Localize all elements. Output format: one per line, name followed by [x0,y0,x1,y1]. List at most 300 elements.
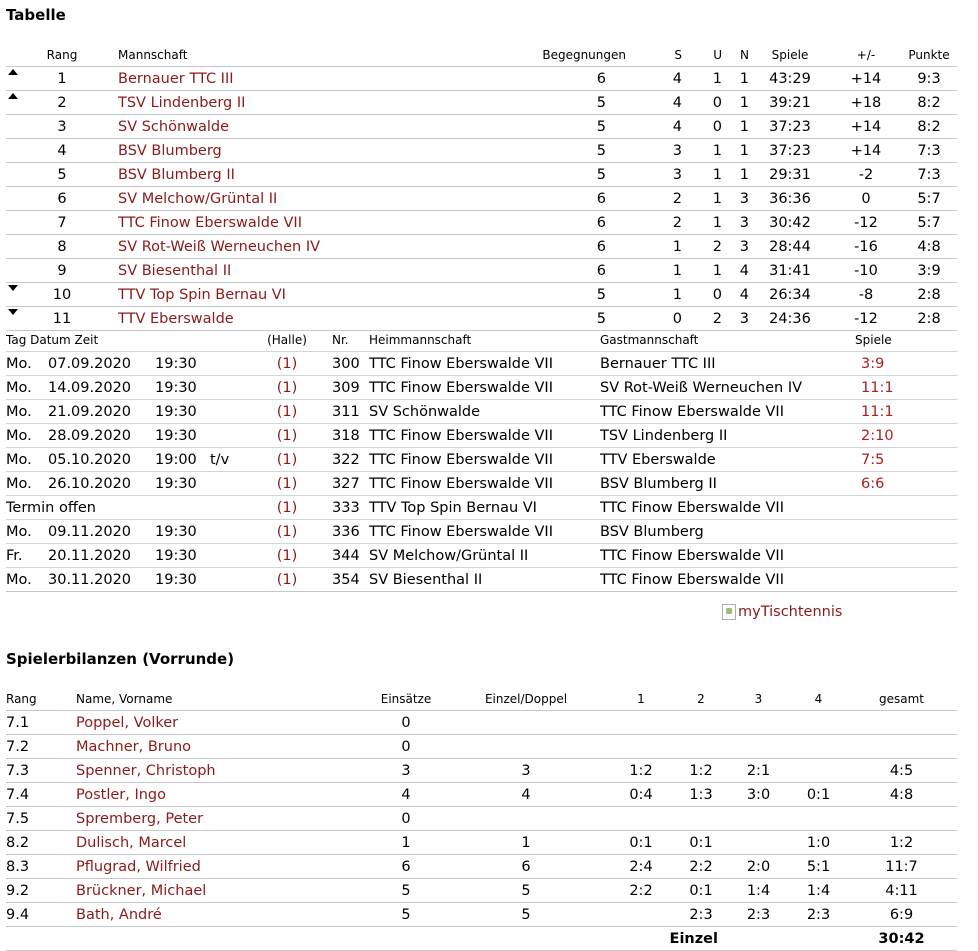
siege: 1 [626,259,682,283]
standings-table [6,44,957,331]
player-rang: 7.1 [6,711,76,735]
begegnungen: 5 [458,283,626,307]
standings-row [6,283,957,307]
day: Mo. [6,568,48,592]
nr: 318 [316,424,369,448]
team-cell [118,163,458,187]
rang: 11 [36,307,88,331]
team-link[interactable]: TTV Top Spin Bernau VI [118,286,286,303]
nr: 311 [316,400,369,424]
trend-cell [6,91,36,115]
player-name-cell [76,855,366,879]
note [210,424,258,448]
halle-cell [258,568,316,592]
spacer [88,163,118,187]
players-header-row [6,688,957,711]
player-rang: 7.5 [6,807,76,831]
pos2: 0:1 [676,831,726,855]
pos1: 0:4 [606,783,676,807]
spiele: 28:44 [749,235,831,259]
nr: 309 [316,376,369,400]
team-cell [118,211,458,235]
player-link[interactable]: Spremberg, Peter [76,810,204,827]
spiele: 39:21 [749,91,831,115]
player-name-cell [76,759,366,783]
halle-cell [258,472,316,496]
unentschieden: 2 [682,235,722,259]
trend-up-icon [8,93,18,99]
nr: 336 [316,520,369,544]
gastmannschaft: BSV Blumberg [600,520,855,544]
punkte: 7:3 [901,163,957,187]
team-link[interactable]: TTC Finow Eberswalde VII [118,214,302,231]
nr: 344 [316,544,369,568]
pos2: 1:3 [676,783,726,807]
schedule-header-row [6,329,957,352]
players-summary-row [6,927,957,951]
time: 19:30 [155,568,210,592]
halle-link[interactable]: (1) [276,355,298,372]
gesamt: 11:7 [846,855,957,879]
pos3 [726,807,791,831]
spacer [88,259,118,283]
mytischtennis-logo-link[interactable] [722,604,842,620]
col-gast: Gastmannschaft [600,333,699,347]
col-rang: Rang [46,48,78,62]
unentschieden: 1 [682,211,722,235]
result-cell [855,400,957,424]
trend-up-icon [8,69,18,75]
rang: 8 [36,235,88,259]
halle-link[interactable]: (1) [276,475,298,492]
punkte: 8:2 [901,115,957,139]
halle-link[interactable]: (1) [276,547,298,564]
spacer [88,67,118,91]
unentschieden: 1 [682,187,722,211]
date: 28.09.2020 [48,424,155,448]
schedule-row [6,376,957,400]
standings-row [6,187,957,211]
rang: 5 [36,163,88,187]
time: 19:30 [155,424,210,448]
team-cell [118,283,458,307]
halle-link[interactable]: (1) [276,523,298,540]
team-link[interactable]: BSV Blumberg [118,142,222,159]
pos3: 1:4 [726,879,791,903]
player-row [6,831,957,855]
spiele: 26:34 [749,283,831,307]
team-cell [118,235,458,259]
spiele: 43:29 [749,67,831,91]
halle-link[interactable]: (1) [276,571,298,588]
trend-cell [6,139,36,163]
rang: 2 [36,91,88,115]
players-table [6,688,957,951]
player-rang: 8.3 [6,855,76,879]
halle-link[interactable]: (1) [276,451,298,468]
pos4: 5:1 [791,855,846,879]
niederlagen: 4 [722,259,749,283]
pos4 [791,807,846,831]
heimmannschaft: TTV Top Spin Bernau VI [369,496,600,520]
unentschieden: 1 [682,67,722,91]
player-link[interactable]: Machner, Bruno [76,738,192,755]
nr: 333 [316,496,369,520]
team-link[interactable]: SV Biesenthal II [118,262,232,279]
time: 19:00 [155,448,210,472]
team-cell [118,259,458,283]
unentschieden: 0 [682,283,722,307]
niederlagen: 1 [722,91,749,115]
heimmannschaft: TTC Finow Eberswalde VII [369,376,600,400]
date: 21.09.2020 [48,400,155,424]
spiele: 29:31 [749,163,831,187]
date: 05.10.2020 [48,448,155,472]
day: Mo. [6,520,48,544]
diff: -2 [831,163,901,187]
result-link[interactable]: 2:10 [861,427,894,444]
result-cell [855,352,957,376]
nr: 327 [316,472,369,496]
trend-cell [6,67,36,91]
pos4: 0:1 [791,783,846,807]
punkte: 5:7 [901,211,957,235]
trend-down-icon [8,309,18,315]
diff: -16 [831,235,901,259]
pos3: 2:0 [726,855,791,879]
team-link[interactable]: Bernauer TTC III [118,70,234,87]
pos4: 2:3 [791,903,846,927]
gastmannschaft: TTC Finow Eberswalde VII [600,400,855,424]
nr: 322 [316,448,369,472]
player-name-cell [76,735,366,759]
pos3: 3:0 [726,783,791,807]
einzel-doppel: 4 [446,783,606,807]
rang: 4 [36,139,88,163]
day: Mo. [6,352,48,376]
einzel-doppel: 1 [446,831,606,855]
pos1 [606,807,676,831]
result-link[interactable]: 11:1 [861,379,894,396]
begegnungen: 5 [458,307,626,331]
pos4: 1:4 [791,879,846,903]
standings-row [6,163,957,187]
punkte: 4:8 [901,235,957,259]
team-cell [118,187,458,211]
team-cell [118,115,458,139]
time: 19:30 [155,472,210,496]
halle-cell [258,400,316,424]
player-name-cell [76,879,366,903]
einzel-doppel [446,711,606,735]
siege: 2 [626,211,682,235]
note [210,352,258,376]
player-rang: 8.2 [6,831,76,855]
einzel-doppel: 5 [446,903,606,927]
gastmannschaft: TSV Lindenberg II [600,424,855,448]
halle-cell [258,544,316,568]
time: 19:30 [155,376,210,400]
note [210,376,258,400]
player-link[interactable]: Brückner, Michael [76,882,207,899]
pos4 [791,711,846,735]
rang: 6 [36,187,88,211]
gastmannschaft: SV Rot-Weiß Werneuchen IV [600,376,855,400]
player-row [6,783,957,807]
nr: 354 [316,568,369,592]
spacer [88,91,118,115]
standings-row [6,307,957,331]
siege: 3 [626,163,682,187]
standings-header-row [6,44,957,67]
col-u: U [713,48,722,62]
schedule-row [6,520,957,544]
halle-cell [258,448,316,472]
heimmannschaft: TTC Finow Eberswalde VII [369,352,600,376]
date: 30.11.2020 [48,568,155,592]
result-cell [855,448,957,472]
player-link[interactable]: Pflugrad, Wilfried [76,858,201,875]
begegnungen: 5 [458,115,626,139]
diff: +18 [831,91,901,115]
gesamt [846,735,957,759]
player-link[interactable]: Poppel, Volker [76,714,179,731]
day: Mo. [6,376,48,400]
trend-cell [6,115,36,139]
col-tag-datum-zeit: Tag Datum Zeit [6,333,99,347]
halle-link[interactable]: (1) [276,403,298,420]
summary-spacer [6,927,606,951]
day: Mo. [6,448,48,472]
result-link[interactable]: 7:5 [861,451,885,468]
team-link[interactable]: SV Melchow/Grüntal II [118,190,278,207]
team-link[interactable]: SV Schönwalde [118,118,230,135]
player-row [6,759,957,783]
einsaetze: 0 [366,711,446,735]
gesamt: 6:9 [846,903,957,927]
spiele: 30:42 [749,211,831,235]
halle-cell [258,520,316,544]
gastmannschaft: TTC Finow Eberswalde VII [600,496,855,520]
result-cell [855,496,957,520]
spacer [88,283,118,307]
gastmannschaft: BSV Blumberg II [600,472,855,496]
result-link[interactable]: 3:9 [861,355,885,372]
einsaetze: 6 [366,855,446,879]
siege: 1 [626,283,682,307]
result-link[interactable]: 11:1 [861,403,894,420]
col-einzel-doppel: Einzel/Doppel [484,692,568,706]
spiele: 37:23 [749,115,831,139]
player-link[interactable]: Spenner, Christoph [76,762,216,779]
trend-cell [6,283,36,307]
einsaetze: 5 [366,879,446,903]
standings-row [6,115,957,139]
spiele: 36:36 [749,187,831,211]
player-rang: 7.4 [6,783,76,807]
niederlagen: 3 [722,307,749,331]
standings-row [6,235,957,259]
pos4 [791,735,846,759]
summary-label: Einzel [606,927,726,951]
note [210,544,258,568]
pos2: 2:3 [676,903,726,927]
gesamt: 4:8 [846,783,957,807]
standings-row [6,259,957,283]
team-link[interactable]: TSV Lindenberg II [118,94,246,111]
begegnungen: 6 [458,67,626,91]
player-name-cell [76,807,366,831]
player-row [6,711,957,735]
niederlagen: 4 [722,283,749,307]
player-name-cell [76,903,366,927]
col-player-name: Name, Vorname [76,692,173,706]
gesamt [846,807,957,831]
col-p3: 3 [754,692,763,706]
halle-link[interactable]: (1) [276,499,298,516]
einsaetze: 0 [366,807,446,831]
gastmannschaft: TTV Eberswalde [600,448,855,472]
team-cell [118,307,458,331]
punkte: 7:3 [901,139,957,163]
halle-link[interactable]: (1) [276,379,298,396]
col-punkte: Punkte [908,48,950,62]
pos3 [726,831,791,855]
player-rang: 9.2 [6,879,76,903]
diff: -10 [831,259,901,283]
gastmannschaft: TTC Finow Eberswalde VII [600,544,855,568]
begegnungen: 6 [458,259,626,283]
standings-title: Tabelle [6,6,66,24]
niederlagen: 3 [722,235,749,259]
result-cell [855,376,957,400]
player-row [6,807,957,831]
pos2: 2:2 [676,855,726,879]
pos1 [606,711,676,735]
rang: 1 [36,67,88,91]
team-cell [118,91,458,115]
termin-offen: Termin offen [6,496,258,520]
heimmannschaft: SV Melchow/Grüntal II [369,544,600,568]
punkte: 9:3 [901,67,957,91]
col-s: S [674,48,682,62]
day: Mo. [6,400,48,424]
trend-cell [6,307,36,331]
spiele: 24:36 [749,307,831,331]
heimmannschaft: TTC Finow Eberswalde VII [369,448,600,472]
niederlagen: 3 [722,211,749,235]
trend-cell [6,187,36,211]
spacer [88,139,118,163]
player-name-cell [76,831,366,855]
col-n: N [740,48,749,62]
player-link[interactable]: Bath, André [76,906,162,923]
team-link[interactable]: SV Rot-Weiß Werneuchen IV [118,238,321,255]
trend-cell [6,235,36,259]
note: t/v [210,448,258,472]
pos2 [676,711,726,735]
spiele: 31:41 [749,259,831,283]
gesamt [846,711,957,735]
schedule-row [6,448,957,472]
siege: 4 [626,67,682,91]
punkte: 8:2 [901,91,957,115]
col-heim: Heimmannschaft [369,333,472,347]
begegnungen: 6 [458,211,626,235]
siege: 1 [626,235,682,259]
niederlagen: 3 [722,187,749,211]
result-cell [855,424,957,448]
niederlagen: 1 [722,115,749,139]
player-link[interactable]: Postler, Ingo [76,786,167,803]
siege: 4 [626,91,682,115]
begegnungen: 5 [458,91,626,115]
trend-cell [6,163,36,187]
team-cell [118,67,458,91]
heimmannschaft: TTC Finow Eberswalde VII [369,520,600,544]
pos2 [676,807,726,831]
col-gesamt: gesamt [879,692,924,706]
trend-cell [6,259,36,283]
pos4: 1:0 [791,831,846,855]
note [210,568,258,592]
col-p4: 4 [814,692,823,706]
pos4 [791,759,846,783]
spacer [88,235,118,259]
heimmannschaft: SV Schönwalde [369,400,600,424]
heimmannschaft: SV Biesenthal II [369,568,600,592]
unentschieden: 1 [682,163,722,187]
result-cell [855,472,957,496]
pos1: 2:2 [606,879,676,903]
col-spiele: Spiele [771,48,809,62]
team-link[interactable]: TTV Eberswalde [118,310,234,327]
player-name-cell [76,783,366,807]
note [210,472,258,496]
pos1 [606,735,676,759]
team-link[interactable]: BSV Blumberg II [118,166,235,183]
diff: -8 [831,283,901,307]
niederlagen: 1 [722,67,749,91]
result-link[interactable]: 6:6 [861,475,885,492]
spiele: 37:23 [749,139,831,163]
begegnungen: 5 [458,139,626,163]
col-p1: 1 [637,692,645,706]
player-link[interactable]: Dulisch, Marcel [76,834,187,851]
punkte: 5:7 [901,187,957,211]
halle-link[interactable]: (1) [276,427,298,444]
nr: 300 [316,352,369,376]
halle-cell [258,496,316,520]
einsaetze: 0 [366,735,446,759]
time: 19:30 [155,400,210,424]
date: 09.11.2020 [48,520,155,544]
einzel-doppel [446,735,606,759]
halle-cell [258,376,316,400]
trend-down-icon [8,285,18,291]
player-rang: 9.4 [6,903,76,927]
begegnungen: 5 [458,163,626,187]
players-title: Spielerbilanzen (Vorrunde) [6,650,235,668]
schedule-row [6,496,957,520]
niederlagen: 1 [722,163,749,187]
result-cell [855,544,957,568]
pos2: 1:2 [676,759,726,783]
col-einsaetze: Einsätze [380,692,432,706]
broken-image-icon [722,604,736,620]
spacer [88,187,118,211]
summary-spacer-2 [726,927,846,951]
